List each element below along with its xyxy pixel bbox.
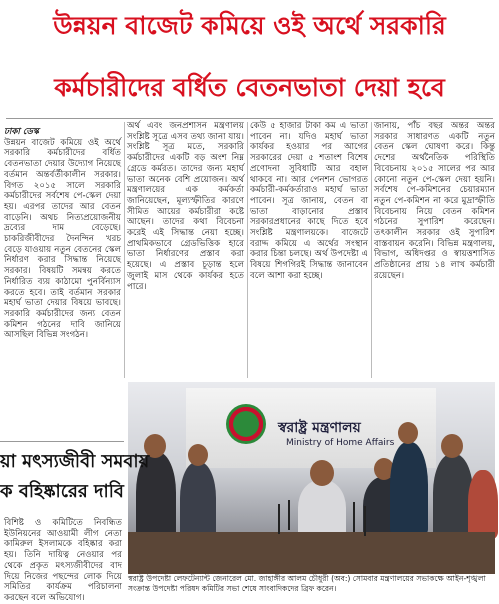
column-2-text: অর্থ এবং জনপ্রশাসন মন্ত্রণালয় সংশ্লিষ্ট সূত্রে এসব তথ্য জানা যায়। সংশ্লিষ্ট সূত্র মতে, সরকারি কর্মচারীদের একটি বড় অংশ নিম্ন গ্রেডে কর্মরত। তাদের জন্য মহার্ঘ ভাতা অনেক বেশি প্রয়োজন। অর্থ মন্ত্রণালয়ের এক কর্মকর্তা জানিয়েছেন, মূল্যস্ফীতির কারণে সীমিত আয়ের কর্মচারীরা কষ্টে আছেন। তাদের কথা বিবেচনা করেই এই সিদ্ধান্ত নেয়া হচ্ছে। প্রাথমিকভাবে গ্রেডভিত্তিক হারে ভাতা নির্ধারণের প্রস্তাব করা হয়েছে। এ প্রস্তাব চূড়ান্ত হলে জুলাই মাস থেকে কার্যকর হতে পারে। bbox=[127, 121, 244, 292]
microphone-icon bbox=[364, 506, 366, 536]
column-3-text: কেউ ৫ হাজার টাকা কম এ ভাতা পাবেন না। যদিও মহার্ঘ ভাতা কার্যকর হওয়ার পর আগের সরকারের দেয়া ৫ শতাংশ বিশেষ প্রণোদনা সুবিধাটি আর বহাল থাকবে না। আর পেনশন ভোগরত কর্মচারী-কর্মকর্তারাও মহার্ঘ ভাতা পাবেন। সূত্র জানায়, বেতন বা ভাতা বাড়ানোর প্রস্তাব সরকারপ্রধানের কাছে দিতে হবে সংশ্লিষ্ট মন্ত্রণালয়কে। বাজেটে বরাদ্দ কমিয়ে এ অর্থের সংস্থান করার চিন্তা চলছে। অর্থ উপদেষ্টা এ বিষয়ে শিগগিরই সিদ্ধান্ত জানাবেন বলে আশা করা হচ্ছে। bbox=[250, 121, 368, 281]
person-figure bbox=[433, 454, 473, 540]
column-divider bbox=[124, 122, 125, 378]
article-column-3 bbox=[250, 121, 368, 377]
briefing-table bbox=[128, 532, 495, 574]
column-divider bbox=[371, 122, 372, 378]
photo-caption: স্বরাষ্ট্র উপদেষ্টা লেফটেন্যান্ট জেনারেল মো. জাহাঙ্গীর আলম চৌধুরী (অব:) সোমবার মন্ত্রণালয়ের সভাকক্ষে আইন-শৃঙ্খলা সংক্রান্ত উপদেষ্টা পরিষদ কমিটির সভা শেষে সাংবাদিকদের ব্রিফ করেন। bbox=[128, 574, 486, 593]
column-4-text: জানায়, পাঁচ বছর অন্তর অন্তর সরকার সাধারণত একটি নতুন বেতন স্কেল ঘোষণা করে। কিন্তু দেশের অর্থনৈতিক পরিস্থিতি বিবেচনায় ২০১৫ সালের পর আর কোনো নতুন পে-স্কেল দেয়া হয়নি। সর্বশেষ পে-কমিশনের চেয়ারম্যান নতুন পে-কমিশন না করে মুদ্রাস্ফীতি বিবেচনায় নিয়ে বেতন কমিশন গঠনের সুপারিশ করেছেন। তৎকালীন সরকার ওই সুপারিশ বাস্তবায়ন করেনি। বিভিন্ন মন্ত্রণালয়, বিভাগ, অধিদপ্তর ও স্বায়ত্তশাসিত প্রতিষ্ঠানের প্রায় ১৪ লাখ কর্মচারী রয়েছেন। bbox=[374, 121, 495, 281]
column-1-text: উন্নয়ন বাজেট কমিয়ে ওই অর্থে সরকারি কর্মচারীদের বর্ধিত বেতনভাতা দেয়ার উদ্যোগ নিয়েছে বর্তমান অন্তর্বর্তীকালীন সরকার। বিগত ২০১৫ সালে সরকারি কর্মচারীদের সর্বশেষ পে-স্কেল দেয়া হয়। এরপর তাদের আর বেতন বাড়েনি। অথচ নিত্যপ্রয়োজনীয় দ্রব্যের দাম বেড়েছে। চাকরিজীবীদের দৈনন্দিন খরচ বেড়ে যাওয়ায় নতুন বেতনের স্কেল নির্ধারণ করার সিদ্ধান্ত নিয়েছে সরকার। বিষয়টি সমন্বয় করতে নির্ধারিত ব্যয় কাঠামো পুনর্বিন্যাস করতে হবে। তাই বর্তমান সরকার মহার্ঘ ভাতা দেয়ার বিষয়ে ভাবছে। সরকারি কর্মচারীদের জন্য বেতন কমিশন গঠনের দাবি জানিয়ে আসছিল বিভিন্ন সংগঠন। bbox=[4, 137, 121, 341]
headline-divider bbox=[6, 118, 493, 119]
second-story-headline-line-1: য়া মৎস্যজীবী সমবায় bbox=[0, 451, 150, 472]
government-emblem-icon bbox=[226, 404, 266, 444]
person-figure bbox=[180, 462, 216, 542]
person-figure bbox=[468, 470, 498, 540]
headline-line-2: কর্মচারীদের বর্ধিত বেতনভাতা দেয়া হবে bbox=[54, 73, 445, 102]
second-story-headline bbox=[0, 449, 150, 511]
backdrop-title: স্বরাষ্ট্র মন্ত্রণালয় bbox=[278, 420, 361, 436]
article-column-4 bbox=[374, 121, 495, 377]
second-story-text: বিশিষ্ট ও কমিটিতে নিবন্ধিত ইউনিয়নের আওয়ামী লীগ নেতা কামিরুল ইসলামকে বহিষ্কার করা হয়। তিনি দায়িত্ব নেওয়ার পর থেকে প্রকৃত মৎস্যজীবীদের বাদ দিয়ে নিজের পছন্দের লোক দিয়ে সমিতির কার্যক্রম পরিচালনা করছেন বলে অভিযোগ। bbox=[4, 518, 122, 603]
press-briefing-photo bbox=[128, 382, 495, 574]
article-column-2 bbox=[127, 121, 244, 377]
person-head bbox=[398, 422, 418, 444]
headline-line-1: উন্নয়ন বাজেট কমিয়ে ওই অর্থে সরকারি bbox=[53, 11, 446, 40]
person-head bbox=[188, 444, 208, 466]
person-head bbox=[441, 434, 463, 458]
article-column-1 bbox=[4, 127, 121, 433]
dateline: ঢাকা ডেস্ক bbox=[4, 127, 39, 137]
backdrop-subtitle: Ministry of Home Affairs bbox=[286, 438, 395, 448]
second-story-headline-line-2: ক বহিষ্কারের দাবি bbox=[0, 481, 124, 502]
microphone-icon bbox=[278, 504, 280, 534]
story-divider bbox=[0, 441, 124, 442]
microphone-icon bbox=[288, 500, 290, 530]
speaker-head bbox=[310, 460, 334, 486]
person-figure bbox=[390, 442, 428, 537]
microphone-icon bbox=[353, 502, 355, 532]
column-divider bbox=[247, 122, 248, 378]
